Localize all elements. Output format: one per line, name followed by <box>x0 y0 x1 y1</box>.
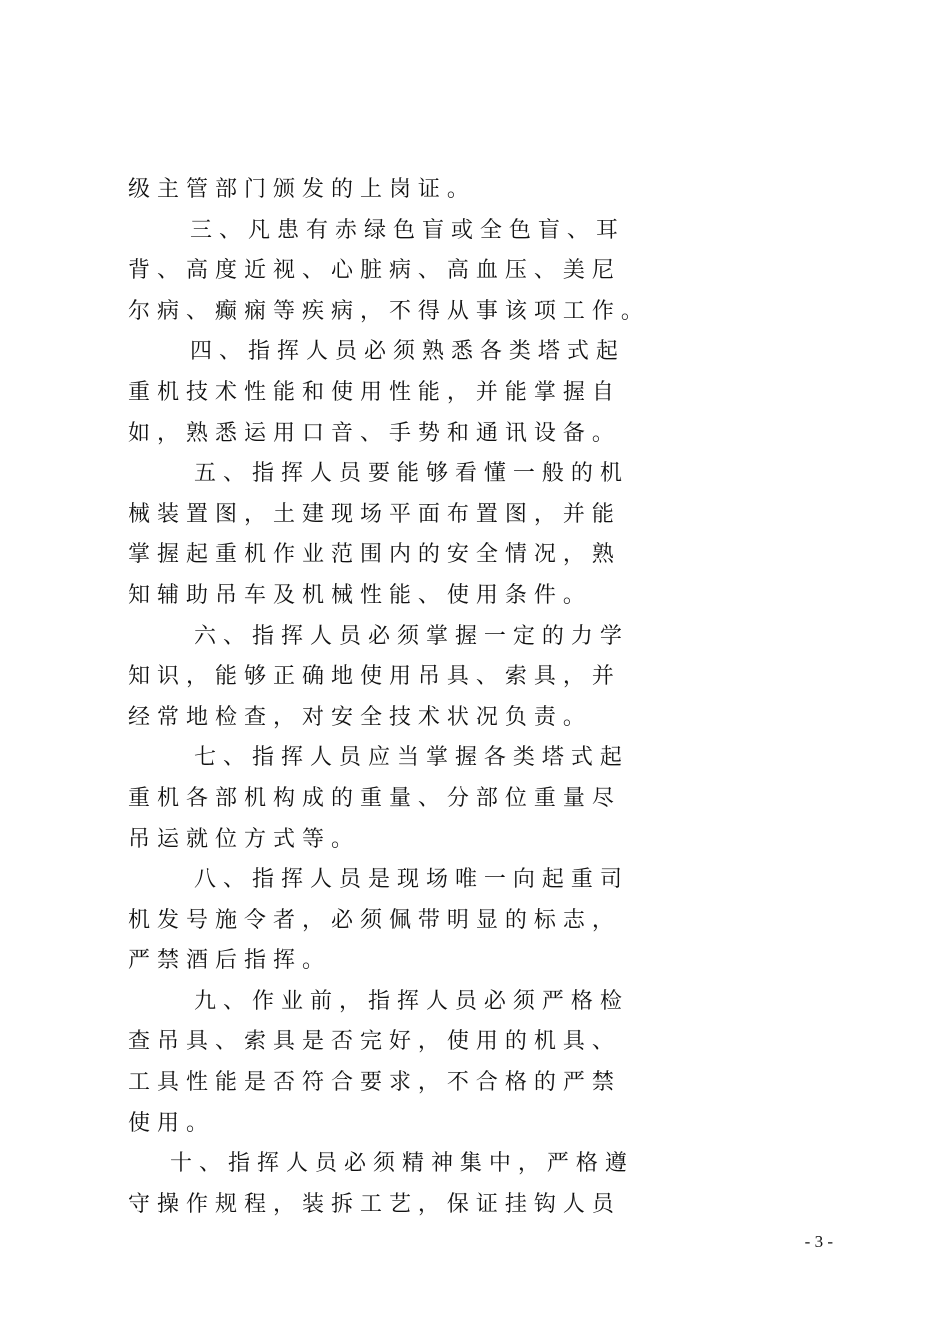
text-line: 吊 运 就 位 方 式 等 。 <box>128 826 353 852</box>
text-line: 使 用 。 <box>128 1110 208 1136</box>
text-line: 重 机 技 术 性 能 和 使 用 性 能 ， 并 能 掌 握 自 <box>128 379 614 405</box>
text-line: 机 发 号 施 令 者 ， 必 须 佩 带 明 显 的 标 志 ， <box>128 907 614 933</box>
text-line: 掌 握 起 重 机 作 业 范 围 内 的 安 全 情 况 ， 熟 <box>128 542 614 568</box>
text-line: 知 辅 助 吊 车 及 机 械 性 能 、 使 用 条 件 。 <box>128 582 585 608</box>
text-line: 重 机 各 部 机 构 成 的 重 量 、 分 部 位 重 量 尽 <box>128 785 614 811</box>
page-number: - 3 - <box>804 1232 833 1251</box>
text-line: 经 常 地 检 查 ， 对 安 全 技 术 状 况 负 责 。 <box>128 704 585 730</box>
paragraph-start-6: 六 、 指 挥 人 员 必 须 掌 握 一 定 的 力 学 <box>194 623 622 649</box>
paragraph-start-3: 三 、 凡 患 有 赤 绿 色 盲 或 全 色 盲 、 耳 <box>190 217 618 243</box>
text-line: 查 吊 具 、 索 具 是 否 完 好 ， 使 用 的 机 具 、 <box>128 1029 614 1055</box>
paragraph-start-10: 十 、 指 挥 人 员 必 须 精 神 集 中 ， 严 格 遵 <box>170 1151 627 1177</box>
paragraph-start-9: 九 、 作 业 前 ， 指 挥 人 员 必 须 严 格 检 <box>194 988 622 1014</box>
body-text <box>128 170 818 1225</box>
paragraph-start-5: 五 、 指 挥 人 员 要 能 够 看 懂 一 般 的 机 <box>194 461 622 487</box>
text-line: 工 具 性 能 是 否 符 合 要 求 ， 不 合 格 的 严 禁 <box>128 1070 614 1096</box>
text-line: 守 操 作 规 程 ， 装 拆 工 艺 ， 保 证 挂 钩 人 员 <box>128 1191 614 1217</box>
text-line: 尔 病 、 癫 痫 等 疾 病 ， 不 得 从 事 该 项 工 作 。 <box>128 298 643 324</box>
text-line: 背 、 高 度 近 视 、 心 脏 病 、 高 血 压 、 美 尼 <box>128 258 614 284</box>
paragraph-start-4: 四 、 指 挥 人 员 必 须 熟 悉 各 类 塔 式 起 <box>190 339 618 365</box>
text-line: 如 ， 熟 悉 运 用 口 音 、 手 势 和 通 讯 设 备 。 <box>128 420 614 446</box>
text-line: 级 主 管 部 门 颁 发 的 上 岗 证 。 <box>128 177 469 202</box>
paragraph-start-7: 七 、 指 挥 人 员 应 当 掌 握 各 类 塔 式 起 <box>194 745 622 771</box>
text-line: 械 装 置 图 ， 土 建 现 场 平 面 布 置 图 ， 并 能 <box>128 501 614 527</box>
text-line: 知 识 ， 能 够 正 确 地 使 用 吊 具 、 索 具 ， 并 <box>128 664 614 690</box>
text-line: 严 禁 酒 后 指 挥 。 <box>128 948 324 974</box>
paragraph-start-8: 八 、 指 挥 人 员 是 现 场 唯 一 向 起 重 司 <box>194 867 622 893</box>
